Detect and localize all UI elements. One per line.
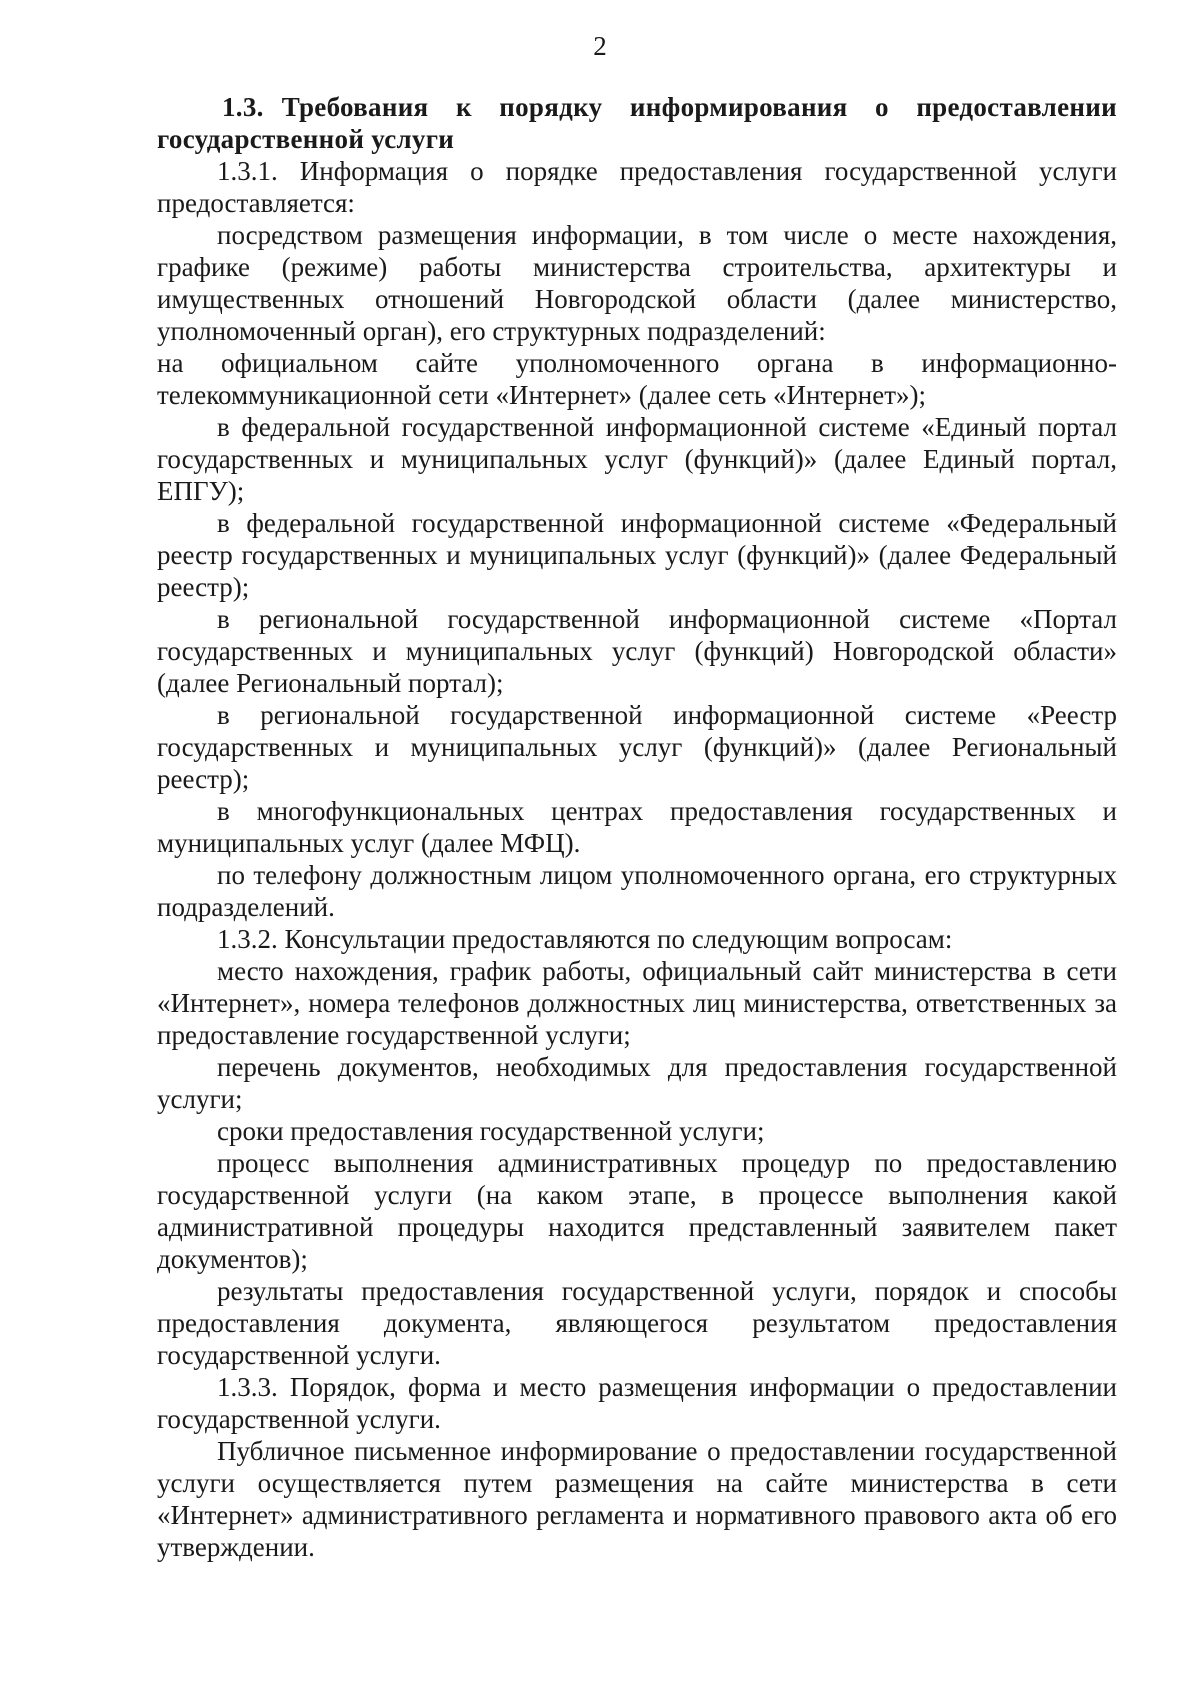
- paragraph-1-3-2: 1.3.2. Консультации предоставляются по следующим вопросам:: [217, 924, 953, 954]
- paragraph-process: процесс выполнения административных процедур по предоставлению государственной услуги (на каком этапе, в процессе выполнения какой административной процедуры находится представленный заявителем пакет документов);: [157, 1148, 1117, 1274]
- paragraph-location-schedule: место нахождения, график работы, официальный сайт министерства в сети «Интернет», номера телефонов должностных лиц министерства, ответственных за предоставление государственной услуги;: [157, 956, 1117, 1050]
- section-number: 1.3.: [222, 92, 264, 122]
- paragraph-federal-registry: в федеральной государственной информационной системе «Федеральный реестр государственных и муниципальных услуг (функций)» (далее Федеральный реестр);: [157, 508, 1117, 602]
- section-title: Требования к порядку информирования о предоставлении государственной услуги: [157, 92, 1117, 154]
- paragraph-phone: по телефону должностным лицом уполномоченного органа, его структурных подразделений.: [157, 860, 1117, 922]
- paragraph-results: результаты предоставления государственной услуги, порядок и способы предоставления документа, являющегося результатом предоставления государственной услуги.: [157, 1276, 1117, 1370]
- paragraph-official-site: на официальном сайте уполномоченного органа в информационно-телекоммуникационной сети «Интернет» (далее сеть «Интернет»);: [157, 348, 1117, 410]
- paragraph-documents-list: перечень документов, необходимых для предоставления государственной услуги;: [157, 1052, 1117, 1114]
- paragraph-mfc: в многофункциональных центрах предоставления государственных и муниципальных услуг (далее МФЦ).: [157, 796, 1117, 858]
- paragraph-regional-portal: в региональной государственной информационной системе «Портал государственных и муниципальных услуг (функций) Новгородской области» (далее Региональный портал);: [157, 604, 1117, 698]
- paragraph-regional-registry: в региональной государственной информационной системе «Реестр государственных и муниципальных услуг (функций)» (далее Региональный реестр);: [157, 700, 1117, 794]
- document-body: [157, 91, 1117, 1563]
- paragraph-terms: сроки предоставления государственной услуги;: [217, 1116, 765, 1146]
- paragraph-1-3-1: 1.3.1. Информация о порядке предоставления государственной услуги предоставляется:: [157, 156, 1117, 218]
- paragraph-epgu: в федеральной государственной информационной системе «Единый портал государственных и муниципальных услуг (функций)» (далее Единый портал, ЕПГУ);: [157, 412, 1117, 506]
- page-number: 2: [593, 31, 607, 61]
- paragraph-1-3-3: 1.3.3. Порядок, форма и место размещения информации о предоставлении государственной услуги.: [157, 1372, 1117, 1434]
- paragraph-public-informing: Публичное письменное информирование о предоставлении государственной услуги осуществляется путем размещения на сайте министерства в сети «Интернет» административного регламента и нормативного правового акта об его утверждении.: [157, 1436, 1117, 1562]
- section-heading: [157, 91, 1117, 155]
- paragraph-placement-intro: посредством размещения информации, в том числе о месте нахождения, графике (режиме) работы министерства строительства, архитектуры и имущественных отношений Новгородской области (далее министерство, уполномоченный орган), его структурных подразделений:: [157, 220, 1117, 346]
